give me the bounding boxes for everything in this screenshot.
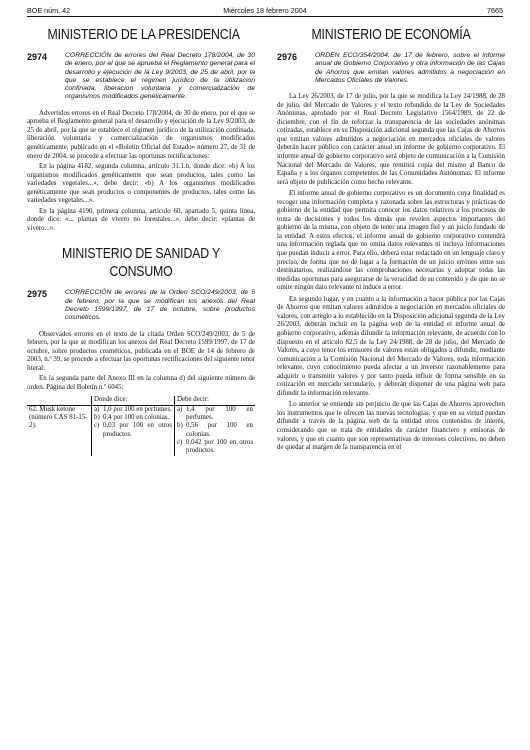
- order-2976: [277, 52, 505, 85]
- header-rule: [27, 16, 503, 17]
- ministry-heading-sanidad: MINISTERIO DE SANIDAD Y CONSUMO: [62, 245, 220, 281]
- order-title: CORRECCIÓN de errores del Real Decreto 178/2004, de 30 de enero, por el que se aprueba el Reglamento general para el desarrollo y ejecución de la Ley 9/2003, de 25 de abril, por la que se establece el régimen jurídico de la utilización confinada, liberación voluntaria y comercialización de organismos modificados genéticamente.: [65, 52, 255, 101]
- body-paragraph: Advertidos errores en el Real Decreto 178/2004, de 30 de enero, por el que se aprueba el Reglamento general para el desarrollo y ejecución de la Ley 9/2003, de 25 de abril, por la que se establece el régimen jurídico de la utilización confinada, liberación voluntaria y comercialización de organismos modificados genéticamente, publicado en el «Boletín Oficial del Estado» número 27, de 31 de enero de 2004, se procede a efectuar las oportunas rectificaciones:: [27, 109, 255, 160]
- table-option: a) 1,0 por 100 en perfumes.: [94, 405, 172, 413]
- table-header-debe-decir: Debe decir:: [175, 396, 256, 405]
- table-option: c) 0.042 por 100 en otros productos.: [177, 438, 253, 455]
- table-option: b) 0,56 por 100 en colonias.: [177, 422, 253, 438]
- body-paragraph: Observados errores en el texto de la citada Orden SCO/249/2003, de 5 de febrero, por la que se modifican los anexos del Real Decreto 1599/1997, de 17 de octubre, sobre productos cosméticos, publicada en el BOE de 14 de febrero de 2003, n.º 39, se procede a efectuar las oportunas rectificaciones del siguiente tenor literal:: [27, 330, 255, 372]
- body-paragraph: En la segunda parte del Anexo III en la columna d) del siguiente número de orden. Página del Boletín n.º 6045:: [27, 375, 255, 391]
- body-paragraph: En la página 4190, primera columna, artículo 60, apartado 5, quinta línea, donde dice: «... plantas de vivero no forestales...», debe decir: «plantas de vivero...».: [27, 207, 255, 232]
- ministry-heading-economia: MINISTERIO DE ECONOMÍA: [311, 26, 471, 43]
- header-issue: BOE núm. 42: [27, 6, 71, 15]
- table-option: b) 0,4 por 100 en colonias.: [94, 414, 170, 422]
- table-option: c) 0,03 por 100 en otros productos.: [94, 422, 172, 438]
- order-number: 2976: [277, 52, 298, 62]
- table-header-donde-dice: Donde dice:: [92, 396, 175, 405]
- order-number: 2975: [27, 289, 48, 300]
- order-title: ORDEN ECO/354/2004, de 17 de febrero, sobre el informe anual de Gobierno Corporativo y otra información de las Cajas de Ahorros que emitan valores admitidos a negociación en Mercados Oficiales de Valores.: [315, 52, 505, 84]
- page-header: [27, 6, 503, 16]
- table-column-debe-decir: [175, 405, 256, 455]
- header-date: Miércoles 18 febrero 2004: [223, 6, 307, 15]
- header-page-number: 7665: [487, 6, 503, 15]
- right-column: [277, 26, 505, 456]
- ministry-heading-presidencia: MINISTERIO DE LA PRESIDENCIA: [47, 26, 240, 43]
- body-paragraph: La Ley 26/2003, de 17 de julio, por la que se modifica la Ley 24/1988, de 28 de julio, del Mercado de Valores y el texto refundido de la Ley de Sociedades Anónimas, aprobado por el Real Decreto Legislativo 1564/1989, de 22 de diciembre, con el fin de reforzar la transparencia de las sociedades anónimas cotizadas, establece en su Disposición adicional segunda que las Cajas de Ahorros que emitan valores admitidos a negociación en mercados oficiales de valores deberán hacer público con carácter anual un informe de gobierno corporativo. El informe anual de gobierno corporativo será objeto de comunicación a la Comisión Nacional del Mercado de Valores, que remitirá copia del mismo al Banco de España y a los órganos competentes de las Comunidades Autónomas. El informe será objeto de publicación como hecho relevante.: [277, 93, 505, 186]
- table-column-donde-dice: [92, 405, 175, 455]
- body-paragraph: En la página 4182, segunda columna, artículo 31.1.b, donde dice: «b) A los organismos modificados genéticamente que sean productos, tales como las variedades vegetales...», debe decir: «b) A los organismos modificados genéticamente que sean productos o componentes de productos, tales como las variedades vegetales...».: [27, 163, 255, 205]
- table-option: a) 1,4 por 100 en perfumes.: [177, 405, 253, 422]
- left-column: [27, 26, 255, 456]
- body-paragraph: Lo anterior se entiende sin perjuicio de que las Cajas de Ahorros aprovechen los instrumentos que le ofrecen las nuevas tecnologías, y que en su virtud puedan difundir a través de la página web de la entidad otros contenidos de interés, considerando que se trata de entidades de carácter financiero y emisoras de valores, y que en cuanto que son representativas de intereses colectivos, no deben de quedar al margen de la transparencia en el: [277, 401, 505, 452]
- body-paragraph: El informe anual de gobierno corporativo es un documento cuya finalidad es recoger una información completa y razonada sobre las estructuras y prácticas de gobierno de la entidad que permita conocer los datos relativos a los procesos de toma de decisiones y todos los demás que revelen aspectos importantes del gobierno de la misma, con objeto de tener una imagen fiel y un juicio fundado de la entidad. A estos efectos, el informe anual de gobierno corporativo contendrá una información reglada que no omita datos relevantes ni incluya informaciones que puedan inducir a error. Para ello, deberá estar redactado en un lenguaje claro y preciso, de forma que no dé lugar a la formación de un juicio erróneo entre sus destinatarios, realizándose las comprobaciones necesarias y adoptar todas las medidas oportunas para asegurarse de la veracidad de su contenido y de que no se omite ningún dato relevante ni induce a error.: [277, 190, 505, 292]
- order-2975: [27, 289, 255, 322]
- order-title: CORRECCIÓN de errores de la Orden SCO/249/2003, de 5 de febrero, por la que se modifican los anexos del Real Decreto 1599/1997, de 17 de octubre, sobre productos cosméticos.: [65, 289, 255, 322]
- table-substance-name: 62. Musk ketone (número CAS 81-15-2):: [27, 405, 92, 455]
- order-2974: [27, 52, 255, 102]
- body-paragraph: En segundo lugar, y en cuanto a la información a hacer pública por las Cajas de Ahorros que emitan valores admitidos a negociación en mercados oficiales de valores, con arreglo a lo establecido en la Disposición adicional segunda de la Ley 26/2003, deberán incluir en la página web de la entidad el informe anual de gobierno corporativo, además difundir la información relevante, de acuerdo con lo dispuesto en el artículo 82.5 de la Ley 24/1988, de 28 de julio, del Mercado de Valores, a cuyo tenor los emisores de valores están obligados a difundir, mediante comunicación a la Comisión Nacional del Mercado de Valores, toda información relevante, cuyo conocimiento pueda afectar a un inversor razonablemente para adquirir o transmitir valores y por tanto pueda influir de forma sensible en su cotización en mercado secundario, y deberán disponer de una página web para difundir la información relevante.: [277, 295, 505, 397]
- order-number: 2974: [27, 52, 48, 62]
- correction-table: [27, 396, 255, 455]
